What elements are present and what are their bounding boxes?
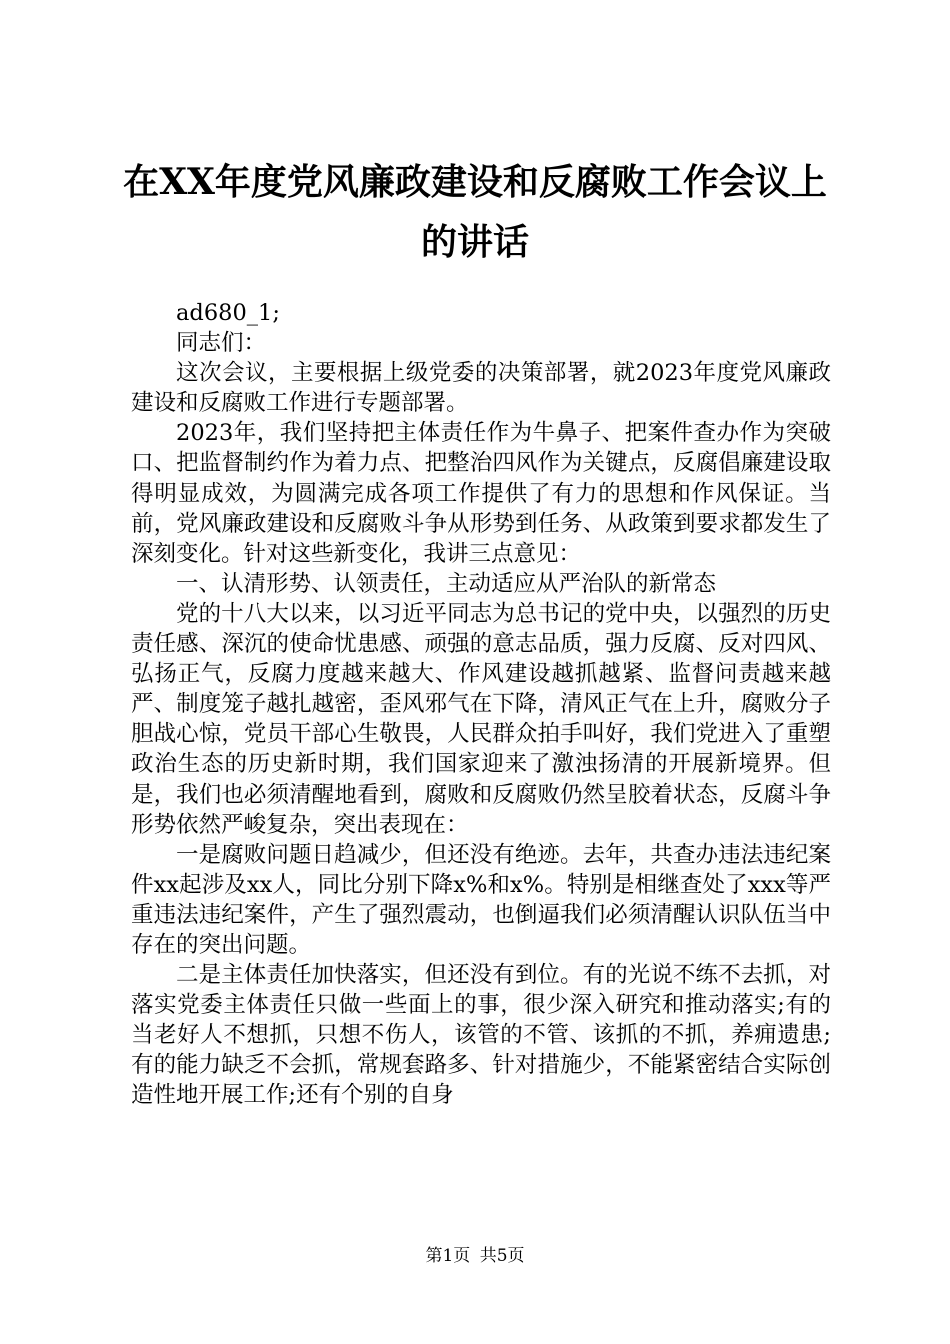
page-number-current: 第1页 bbox=[425, 1246, 471, 1266]
salutation: 同志们： bbox=[176, 330, 267, 357]
document-title-line-1: 在XX年度党风廉政建设和反腐败工作会议上 bbox=[123, 161, 827, 203]
paragraph: 党的十八大以来，以习近平同志为总书记的党中央，以强烈的历史责任感、深沉的使命忧患感、顽强的意志品质，强力反腐、反对四风、弘扬正气，反腐力度越来越大、作风建设越抓越紧、监督问责越来越严、制度笼子越扎越密，歪风邪气在下降，清风正气在上升，腐败分子胆战心惊，党员干部心生敬畏，人民群众拍手叫好，我们党进入了重塑政治生态的历史新时期，我们国家迎来了激浊扬清的开展新境界。但是，我们也必须清醒地看到，腐败和反腐败仍然呈胶着状态，反腐斗争形势依然严峻复杂，突出表现在： bbox=[131, 600, 831, 838]
page-number-total: 共5页 bbox=[479, 1246, 525, 1266]
paragraph: 这次会议，主要根据上级党委的决策部署，就2023年度党风廉政建设和反腐败工作进行专题部署。 bbox=[131, 360, 831, 417]
document-body bbox=[131, 298, 831, 1111]
doc-code: ad680_1; bbox=[176, 300, 280, 326]
page-footer bbox=[0, 1246, 950, 1266]
paragraph: 二是主体责任加快落实，但还没有到位。有的光说不练不去抓，对落实党委主体责任只做一些面上的事，很少深入研究和推动落实;有的当老好人不想抓，只想不伤人，该管的不管、该抓的不抓，养痈遗患;有的能力缺乏不会抓，常规套路多、针对措施少，不能紧密结合实际创造性地开展工作;还有个别的自身 bbox=[131, 962, 831, 1109]
paragraph: 2023年，我们坚持把主体责任作为牛鼻子、把案件查办作为突破口、把监督制约作为着力点、把整治四风作为关键点，反腐倡廉建设取得明显成效，为圆满完成各项工作提供了有力的思想和作风保证。当前，党风廉政建设和反腐败斗争从形势到任务、从政策到要求都发生了深刻变化。针对这些新变化，我讲三点意见： bbox=[131, 420, 831, 567]
paragraph: 一是腐败问题日趋减少，但还没有绝迹。去年，共查办违法违纪案件xx起涉及xx人，同比分别下降x%和x%。特别是相继查处了xxx等严重违法违纪案件，产生了强烈震动，也倒逼我们必须清醒认识队伍当中存在的突出问题。 bbox=[131, 841, 831, 958]
document-title-line-2: 的讲话 bbox=[420, 221, 529, 263]
section-heading: 一、认清形势、认领责任，主动适应从严治队的新常态 bbox=[176, 570, 717, 597]
